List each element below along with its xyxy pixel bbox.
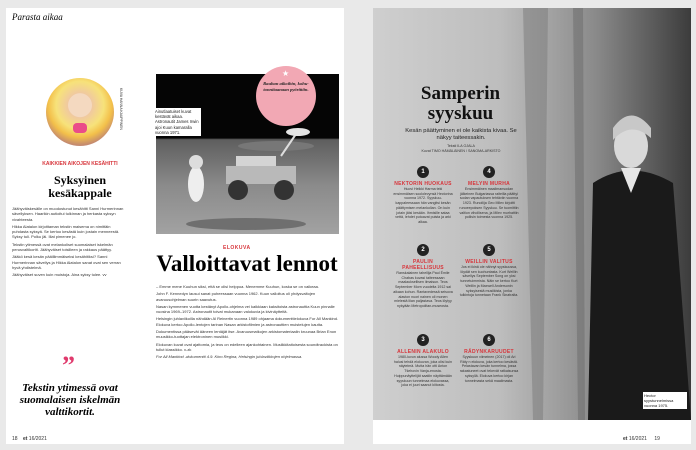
item-number: 2 xyxy=(417,244,429,256)
page-folio xyxy=(623,436,660,442)
list-item xyxy=(393,244,453,334)
article-paragraph: Jääkö kesä kesän pääillimmäiseksi kesähitiksi? Sanni Hurmerinnan sävellys ja Hikka Alatalon sanat ovat sen verran hyvä yhdistelmä. xyxy=(12,254,121,270)
right-title: Samperin syyskuu xyxy=(420,83,501,124)
quote-mark: ” xyxy=(62,351,75,380)
article-paragraph: Tekstin ytimessä ovat melankoliset suomalaiset iskelmän perusvaltikortit. Jäähyväiset toisilleen ja rakkaus päättyy. xyxy=(12,241,113,253)
list-item xyxy=(459,166,519,244)
film-category: ELOKUVA xyxy=(223,245,251,251)
photo-credit-vertical: KUVA HANNA KAUPPINEN xyxy=(119,88,123,130)
photo-caption: Hector syystunnelmissa vuonna 1975. xyxy=(643,392,687,409)
item-body: Ensimmäinen maailmansodan jälkeinen Bulgariassa raiteilla päättyi sodan vapautuksen tehtäviin vuonna 1923. Runoilija Geo Milev kirjoitti runoeepoksen Syyskuu. Se tuomittiin valtion vihollisena, ja Milev murhattiin poliisin toimesta vuonna 1925. xyxy=(459,187,519,220)
right-intro: Kesän päättyminen ei ole kaikista kivaa. Se näkyy taiteessakin. xyxy=(405,128,517,141)
pull-quote: Tekstin ytimessä ovat suomalaisen iskelmän valttikortit. xyxy=(19,382,121,418)
item-heading: ALLENIN ALAKULO xyxy=(397,349,449,355)
credits xyxy=(397,144,525,153)
list-item xyxy=(393,334,453,388)
list-item xyxy=(459,334,519,383)
article-paragraph: Jäähyväiskesälle on muodostunut kesähitti Sanni Hurmerinnan sävellyksen. Haarikin autioitui tulkinnan ja herkasta syksyn vivahteesta. xyxy=(12,206,124,222)
star-text: Rauhan aikoihin, kohu-tonnitaanaan pyörittiin. xyxy=(263,81,309,92)
page-folio xyxy=(12,436,47,442)
issue-number: 16/2021 xyxy=(28,436,47,442)
issue-number: 16/2021 xyxy=(628,436,647,442)
right-page xyxy=(373,8,691,444)
film-paragraph: Dokumentissa pääsevät ääneen lentäjät itse. Avaruusmatkojen arkistomateriaalin kruunaa Brian Enon muusikko-tuottajan elektroninen musiikki. xyxy=(156,329,337,340)
article-paragraph: Jäähyväiset suven kuin muistoja. Aina syksy tulee. vv xyxy=(12,272,107,278)
item-heading: MELYIN MURHA xyxy=(467,181,511,187)
film-footer: For All Mankind -dokumentti 4.9. Kino Regina, Helsingin juhlaviikkojen ohjelmassa. xyxy=(156,354,303,360)
film-paragraph: John F. Kennedyn lausui sanat puheessaan vuonna 1962. Kuun valloitus oli yhdysvaltojen avaruusohjelman suurin saavutus. xyxy=(156,291,316,302)
article-paragraph: Hikka Alatalon kirjoittaman tekstin maisema on nimittäin puhdasta syksyä. Se kertoo kesästä kuin jostain menneestä. Syksy tuli. Polku jäi. Illat pimenee jo. xyxy=(12,223,120,240)
article-body xyxy=(12,206,124,278)
item-heading: NEKTORIN HUOKAUS xyxy=(394,181,452,187)
issue-brand: et xyxy=(22,436,28,442)
sanni-portrait xyxy=(46,78,114,146)
film-title: Valloittavat lennot xyxy=(156,251,338,276)
item-heading: RÄDYNKARUUDET xyxy=(464,349,514,355)
issue-brand: et xyxy=(623,436,628,442)
item-number: 5 xyxy=(483,244,495,256)
microphone-icon xyxy=(73,123,87,133)
item-body: Huovi Heikki Harma teki ensimmäisen soololevynsä Hectorina vuonna 1972. Syyskuu-kappaleessaan hän vangitsi kesän päättymisen melankolian. On kuin jotain jäisi kesään. Ihmisille sataa vettä, lehdet putoavat puista ja arki alkaa. xyxy=(393,187,453,224)
item-body: Jos ei ikinä ole nähnyt syyskuussa, löydät sen kuohuntasta. Kurt Weillin sävellys September Song on yksi tunnetuimmista. Näin se kertoo Kurt Weillin ja Maxwell Andersonin syksyisestä musiikista, jonka tulkintoja tunnetaan Frank Sinatralta. xyxy=(459,265,519,298)
item-body: Ranskalainen tahellija Paul Émile Chabas kuvasi taiteessaan maalauksellisen ilmaisun. Teos September Morn vuodelta 1912 sai aikaan kohun. Rantavedessä seisova alaston nuori nainen oli monen mielestä liian paljastava. Teos löytyy nykyään Metropolitan-museosta. xyxy=(393,271,453,308)
list-column-1 xyxy=(393,166,453,388)
item-body: 1980-luvun alussa Woody Allen halusi tehdä elokuvan, joka olisi kuin näytelmä. Mutta hän otti Anton Tšehovin Vanja-enosta. Huippunäyttelijät saatiin näyttämään syyskuun tunnelmaa elokuvassa, joka ei juuri saanut kiitosta. xyxy=(393,355,453,388)
photo-caption: Ainutlaatuiset kuvat kestävät aikaa. Astronautit James Irwin ajoi Kuun kamaralla vuonna 1971. xyxy=(154,108,201,136)
star-icon: ★ xyxy=(282,69,290,78)
item-number: 3 xyxy=(417,334,429,346)
film-paragraph: Elokuvan kuvat ovat ajattomia, ja teos on edelleen ajankohtainen. Musiikkitaitoisesta soundtrackista on tullut klassikko. x-zk xyxy=(156,341,338,352)
star-badge xyxy=(256,66,316,126)
page-number: 19 xyxy=(654,436,660,442)
article-title: Syksyinen kesäkappale xyxy=(48,173,112,200)
left-page xyxy=(6,8,344,444)
film-paragraph: – Emme mene Kuuhun siksi, että se olisi helppoa. Menemme Kuuhun, koska se on vaikeaa. xyxy=(156,284,319,289)
credits-photo: Kuvat TIMO HÄMÄLÄINEN / SANOMA-ARKISTO xyxy=(421,148,501,153)
list-column-2 xyxy=(459,166,519,383)
film-paragraph: Helsingin juhlaviikoilla nähdään Al Reinertin vuonna 1989 ohjaama dokumenttielokuva For All Mankind. Elokuva kertoo Apollo-lentojen tarinan Nasan arkistofilmien ja astronauttien muistelujen kautta. xyxy=(156,316,339,327)
subhead: KAIKKIEN AIKOJEN KESÄHITTI xyxy=(42,161,118,167)
credits-text: Teksti ILA OJALA xyxy=(447,144,475,148)
item-number: 6 xyxy=(483,334,495,346)
item-number: 1 xyxy=(417,166,429,178)
item-body: Syyskuun viimeinen (2017) oli Ari Räty n elokuva, joka kertoo kesästä. Pelastavan kesän tunnelma, jossa rakastuneet ovat tekevät ratkaisunsa syksyllä. Elokuva kertoo kirjan tunnelmasta sekä maailmasta. xyxy=(459,355,519,383)
film-body xyxy=(156,284,339,360)
film-paragraph: Nasan kymmenen vuotta kestänyt Apollo-ohjelma vei kaikkiaan kaksitoista astronauttia Kuun pinnalle vuosina 1969–1972. Astronautit toivat mukanaan valokuvia ja kivinäytteitä. xyxy=(156,303,335,315)
page-number: 18 xyxy=(12,436,18,442)
item-heading: PAULIN PAHEELLISUUS xyxy=(402,259,444,271)
item-heading: WEILLIN VALITUS xyxy=(465,259,513,265)
section-label: Parasta aikaa xyxy=(12,12,63,22)
item-number: 4 xyxy=(483,166,495,178)
list-item xyxy=(459,244,519,334)
list-item xyxy=(393,166,453,244)
